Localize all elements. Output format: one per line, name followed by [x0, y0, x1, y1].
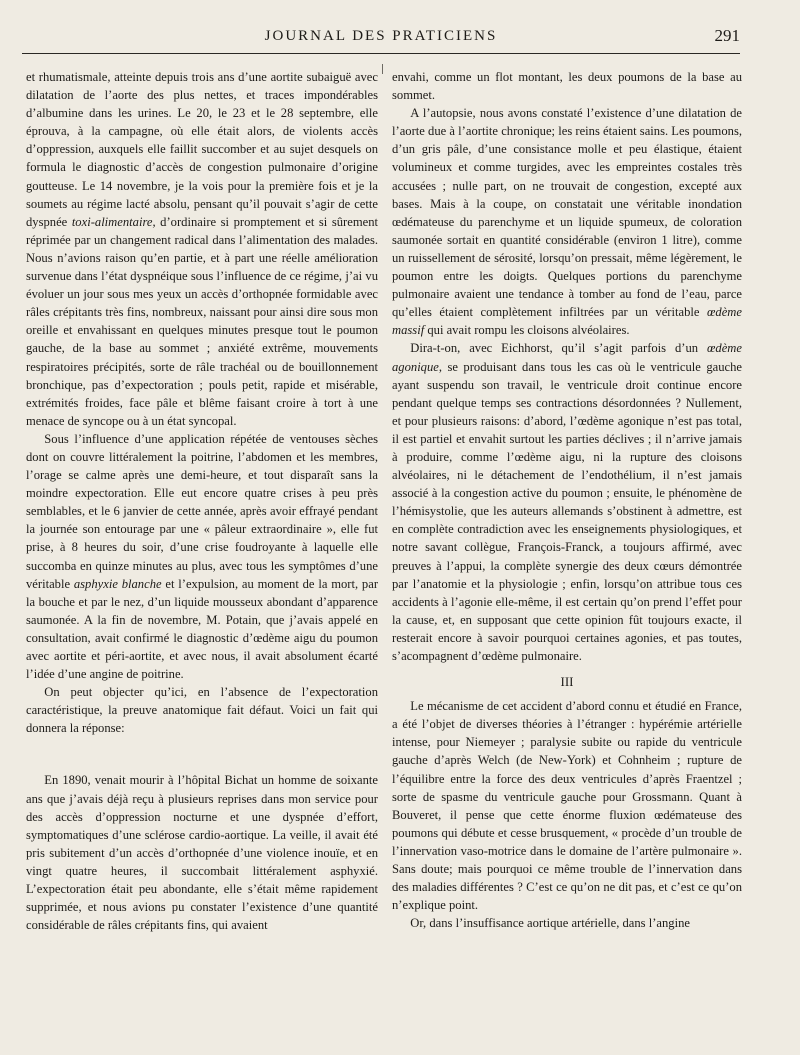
- left-column: [26, 68, 378, 934]
- paragraph: A l’autopsie, nous avons constaté l’existence d’une dilatation de l’aorte due à l’aortite chronique; les reins étaient sains. Les poumons, d’un gris pâle, d’une consistance molle et peu élastique, étaient volumineux et comme turgides, avec les empreintes costales très accusées ; nulle part, on ne trouvait de congestion, excepté aux bases. Mais à la coupe, on constatait une véritable inondation œdémateuse du parenchyme et un liquide spumeux, de coloration saumonée sortait en quantité considérable (environ 1 litre), comme un ruissellement de sérosité, lorsqu’on pressait, même légèrement, le poumon entre les doigts. Quelques portions du parenchyme pulmonaire avaient une tendance à tomber au fond de l’eau, parce qu’elles étaient complètement infiltrées par un véritable œdème massif qui avait rompu les cloisons alvéolaires.: [392, 106, 742, 338]
- journal-title: JOURNAL DES PRATICIENS: [264, 28, 498, 44]
- paragraph: envahi, comme un flot montant, les deux poumons de la base au sommet.: [392, 70, 742, 103]
- paragraph: Sous l’influence d’une application répétée de ventouses sèches dont on couvre littéralement la poitrine, l’abdomen et les membres, l’orage se calme après une demi-heure, et tout disparaît sans la moindre expectoration. Elle eut encore quatre crises à peu près semblables, et le 6 janvier de cette année, après avoir effrayé pendant la journée son entourage par une « pâleur extraordinaire », elle fut prise, à 8 heures du soir, d’une crise foudroyante à laquelle elle succomba en quinze minutes au plus, avec tous les symptômes d’une véritable asphyxie blanche et l’expulsion, au moment de la mort, par la bouche et par le nez, d’un liquide mousseux abondant d’apparence saumonée. A la fin de novembre, M. Potain, que j’avais appelé en consultation, avait confirmé le diagnostic d’œdème aigu du poumon avec aortite et péri-aortite, et avec nous, il avait absolument écarté l’idée d’une angine de poitrine.: [26, 431, 379, 682]
- italic-term: toxi-alimentaire,: [71, 214, 156, 229]
- paragraph: Le mécanisme de cet accident d’abord connu et étudié en France, a été l’objet de diverses théories à l’étranger : hypérémie artérielle intense, pour Niemeyer ; paralysie subite ou rapide du ventricule gauche d’après Welch (de New-York) et Cohnheim ; rupture de l’équilibre entre la force des deux ventricules d’après Fraentzel ; sorte de spasme du ventricule gauche pour Grossmann. Quant à Bouveret, il pense que cette énorme fluxion œdémateuse des poumons qui débute et cesse brusquement, « procède d’un trouble de l’innervation vaso-motrice dans le domaine de l’artère pulmonaire ». Sans doute; mais pourquoi ce même trouble de l’innervation dans des maladies différentes ? C’est ce qu’on ne dit pas, et c’est ce qu’on n’explique point.: [392, 699, 742, 913]
- right-column: [392, 68, 742, 932]
- paragraph: On peut objecter qu’ici, en l’absence de l’expectoration caractéristique, la preuve anatomique fait défaut. Voici un fait qui donnera la réponse:: [26, 685, 378, 736]
- paragraph: En 1890, venait mourir à l’hôpital Bichat un homme de soixante ans que j’avais déjà reçu à plusieurs reprises dans mon service pour des accès d’oppression nocturne et une dyspnée d’effort, symptomatiques d’une sclérose cardio-aortique. La veille, il avait été pris subitement d’un accès d’orthopnée d’une violence inouïe, et en vingt quatre heures, il succombait littéralement asphyxié. L’expectoration était peu abondante, elle s’était même rapidement supprimée, et nous avions pu constater l’existence d’une quantité considérable de râles crépitants fins, qui avaient: [26, 773, 378, 933]
- paragraph: Dira-t-on, avec Eichhorst, qu’il s’agit parfois d’un œdème agonique, se produisant dans tous les cas où le ventricule gauche ayant suspendu son travail, le ventricule droit continue encore pendant quelque temps ses contractions désordonnées ? Nullement, et pour plusieurs raisons: d’abord, l’œdème agonique n’est pas total, il est partiel et envahit surtout les parties déclives ; il n’arrive jamais à produire, comme l’œdème aigu, ni la rupture des cloisons alvéolaires, ni le détachement de l’endothélium, il n’est jamais associé à la congestion active du poumon ; ensuite, le phénomène de l’hémisystolie, que les auteurs allemands s’obstinent à admettre, est en complète contradiction avec les enseignements physiologiques, et notre savant collègue, François-Franck, a toujours affirmé, avec preuves à l’appui, la complète synergie des deux cœurs démontrée par l’anatomie et la physiologie ; enfin, lorsqu’on attribue tous ces accidents à l’agonie elle-même, il est certain qu’on prend l’effet pour la cause, et, en supposant que cette opinion fût toujours exacte, il resterait encore à savoir pourquoi certaines agonies, et pas toutes, s’acompagnent d’œdème pulmonaire.: [392, 341, 742, 663]
- italic-term: œdème massif: [392, 305, 742, 338]
- section-heading: III: [560, 674, 574, 690]
- header-rule: [22, 53, 740, 54]
- paragraph: Or, dans l’insuffisance aortique artérielle, dans l’angine: [410, 916, 690, 931]
- italic-term: asphyxie blanche: [73, 576, 162, 591]
- page-header: [22, 22, 740, 52]
- page-number: 291: [714, 26, 740, 45]
- italic-term: œdème agonique: [392, 341, 742, 374]
- column-divider: [382, 64, 383, 74]
- paragraph: et rhumatismale, atteinte depuis trois ans d’une aortite subaiguë avec dilatation de l’aorte des plus nettes, et traces impondérables d’albumine dans les urines. Le 20, le 23 et le 28 septembre, elle éprouva, à la campagne, où elle était alors, de violents accès d’oppression, auxquels elle faillit succomber et au sujet desquels on formula le diagnostic d’accès de congestion pulmonaire d’origine goutteuse. Le 14 novembre, je la vois pour la première fois et je la soumets au régime lacté absolu, pensant qu’il pouvait s’agir de cette dyspnée toxi-alimentaire, d’ordinaire si promptement et si sûrement réprimée par un changement radical dans l’alimentation des malades. Nous n’avions raison qu’en partie, et à part une réelle amélioration survenue dans l’état dyspnéique sous l’influence de ce régime, j’ai vu évoluer un jour sous mes yeux un accès d’orthopnée formidable avec râles crépitants très fins, nombreux, naissant pour ainsi dire sous mon oreille et envahissant en quelques minutes presque tout le poumon gauche, de la base au sommet ; anxiété extrême, mouvements respiratoires précipités, sorte de râle trachéal ou de bouillonnement bronchique, pas d’expectoration ; pouls petit, rapide et misérable, extrémités froides, face pâle et blême faisant croire à tort à une menace de syncope ou à un état syncopal.: [26, 70, 378, 428]
